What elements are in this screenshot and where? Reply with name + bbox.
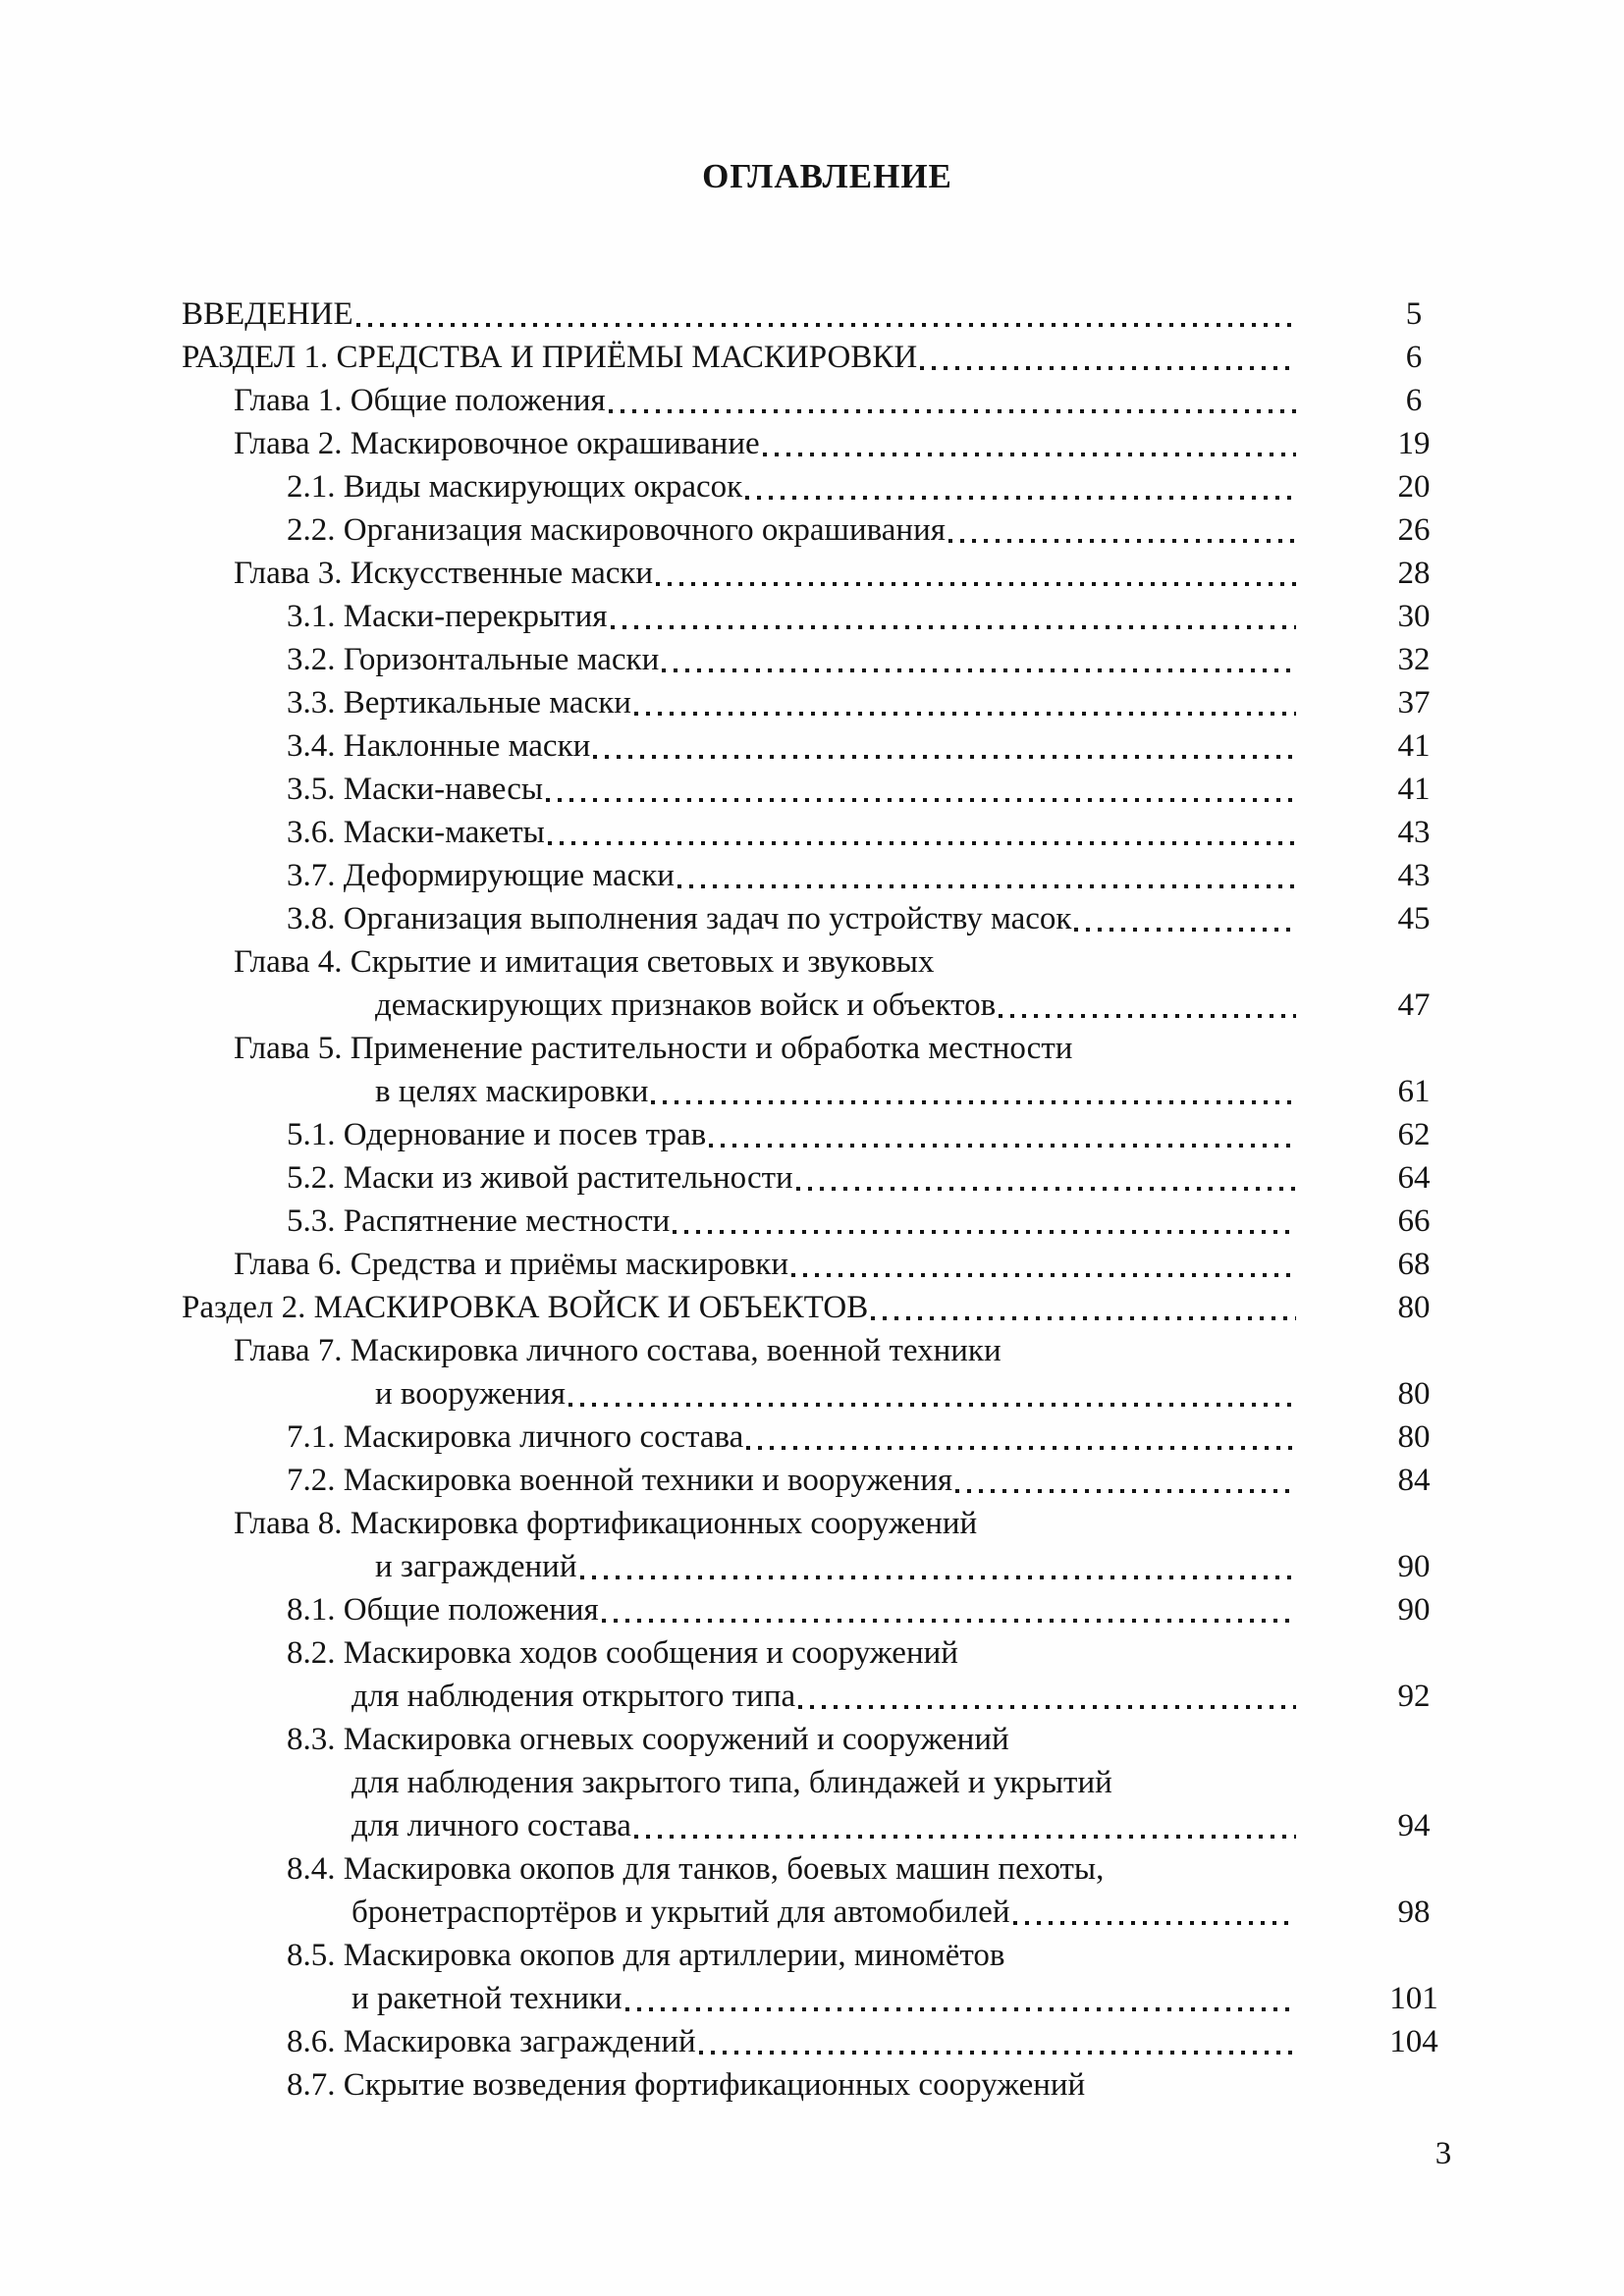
dot-leader — [656, 552, 1296, 595]
toc-entry-page-number: 43 — [1397, 815, 1431, 850]
dot-leader — [955, 1459, 1296, 1502]
toc-entry-page-number: 45 — [1397, 901, 1431, 936]
toc-entry-page-number: 64 — [1397, 1160, 1431, 1196]
toc-entry — [182, 1545, 1473, 1588]
page-title: ОГЛАВЛЕНИЕ — [702, 157, 952, 195]
dot-leader — [1115, 1761, 1296, 1804]
toc-entry-text: 3.1. Маски-перекрытия — [287, 599, 608, 634]
dot-leader — [1004, 1329, 1296, 1372]
dot-leader — [763, 422, 1296, 465]
dot-leader — [1075, 1027, 1296, 1070]
toc-entry — [182, 940, 1473, 984]
toc-entry-text: 3.8. Организация выполнения задач по устройству масок — [287, 901, 1072, 936]
toc-entry — [182, 1891, 1473, 1934]
toc-entry — [182, 1675, 1473, 1718]
toc-entry — [182, 1502, 1473, 1545]
dot-leader — [796, 1156, 1296, 1200]
dot-leader — [580, 1545, 1297, 1588]
toc-entry-page-number: 43 — [1397, 858, 1431, 893]
toc-entry-page-number: 6 — [1405, 340, 1423, 375]
toc-entry-text: бронетраспортёров и укрытий для автомобилей — [352, 1895, 1010, 1930]
dot-leader — [745, 465, 1296, 508]
toc-entry-text: и вооружения — [375, 1376, 566, 1412]
toc-entry-page-number: 47 — [1397, 988, 1431, 1023]
toc-entry-page-number: 84 — [1397, 1463, 1431, 1498]
dot-leader — [568, 1372, 1296, 1415]
toc-entry-text: 8.1. Общие положения — [287, 1592, 599, 1628]
toc-entry — [182, 422, 1473, 465]
toc-entry — [182, 1804, 1473, 1847]
toc-entry-page-number: 41 — [1397, 728, 1431, 764]
toc-entry — [182, 1156, 1473, 1200]
dot-leader — [609, 379, 1296, 422]
dot-leader — [1074, 897, 1296, 940]
toc-entry-text: 8.2. Маскировка ходов сообщения и сооружений — [287, 1635, 958, 1671]
dot-leader — [602, 1588, 1296, 1631]
toc-entry-text: и заграждений — [375, 1549, 577, 1584]
dot-leader — [651, 1070, 1296, 1113]
toc-entry-page-number: 5 — [1405, 296, 1423, 332]
toc-entry-text: 5.2. Маски из живой растительности — [287, 1160, 793, 1196]
dot-leader — [548, 811, 1296, 854]
toc-entry-text: 8.6. Маскировка заграждений — [287, 2024, 696, 2059]
dot-leader — [634, 1804, 1296, 1847]
dot-leader — [871, 1286, 1296, 1329]
toc-entry — [182, 854, 1473, 897]
dot-leader — [961, 1631, 1296, 1675]
toc-entry — [182, 293, 1473, 336]
toc-entry-page-number — [1355, 1502, 1473, 1545]
toc-entry — [182, 1372, 1473, 1415]
toc-entry-page-number: 80 — [1397, 1290, 1431, 1325]
toc-entry-text: Глава 1. Общие положения — [234, 383, 606, 418]
toc-entry-page-number: 101 — [1389, 1981, 1438, 2016]
toc-entry-text: 3.3. Вертикальные маски — [287, 685, 631, 721]
toc-entry-text: и ракетной техники — [352, 1981, 623, 2016]
toc-entry-page-number: 104 — [1389, 2024, 1438, 2059]
toc-entry — [182, 1977, 1473, 2020]
toc-entry-text: 3.4. Наклонные маски — [287, 728, 591, 764]
dot-leader — [999, 984, 1296, 1027]
toc-entry — [182, 811, 1473, 854]
toc-entry — [182, 2020, 1473, 2063]
toc-entry — [182, 379, 1473, 422]
dot-leader — [546, 768, 1296, 811]
toc-entry — [182, 2063, 1473, 2107]
toc-entry-page-number: 80 — [1397, 1419, 1431, 1455]
toc-entry-page-number — [1355, 1718, 1473, 1761]
toc-entry — [182, 1286, 1473, 1329]
toc-entry-page-number: 98 — [1397, 1895, 1431, 1930]
toc-entry — [182, 1934, 1473, 1977]
toc-entry-text: 3.5. Маски-навесы — [287, 772, 544, 807]
dot-leader — [791, 1243, 1296, 1286]
toc-entry — [182, 1459, 1473, 1502]
toc-entry — [182, 465, 1473, 508]
toc-entry-page-number: 92 — [1397, 1679, 1431, 1714]
toc-entry-page-number — [1355, 2063, 1473, 2107]
toc-entry-text: Глава 2. Маскировочное окрашивание — [234, 426, 760, 461]
toc-entry-text: 3.6. Маски-макеты — [287, 815, 545, 850]
dot-leader — [611, 595, 1297, 638]
toc-entry-text: для наблюдения закрытого типа, блиндажей и укрытий — [352, 1765, 1112, 1800]
toc-entry-text: 5.1. Одернование и посев трав — [287, 1117, 707, 1152]
toc-entry — [182, 1761, 1473, 1804]
toc-entry-page-number: 32 — [1397, 642, 1431, 677]
dot-leader — [798, 1675, 1296, 1718]
toc-entry — [182, 768, 1473, 811]
toc-entry-text: Глава 6. Средства и приёмы маскировки — [234, 1247, 788, 1282]
toc-entry-page-number: 62 — [1397, 1117, 1431, 1152]
toc-entry-text: 8.5. Маскировка окопов для артиллерии, миномётов — [287, 1938, 1005, 1973]
toc-entry-text: Глава 8. Маскировка фортификационных сооружений — [234, 1506, 978, 1541]
dot-leader — [1008, 1934, 1297, 1977]
toc-entry-page-number: 41 — [1397, 772, 1431, 807]
toc-entry-page-number: 68 — [1397, 1247, 1431, 1282]
dot-leader — [593, 724, 1296, 768]
toc-entry — [182, 552, 1473, 595]
toc-entry-page-number: 20 — [1397, 469, 1431, 505]
toc-list — [182, 293, 1473, 2107]
toc-entry-text: 7.1. Маскировка личного состава — [287, 1419, 744, 1455]
toc-entry — [182, 638, 1473, 681]
toc-entry-page-number — [1355, 1761, 1473, 1804]
toc-entry — [182, 508, 1473, 552]
toc-entry — [182, 1243, 1473, 1286]
dot-leader — [948, 508, 1296, 552]
toc-entry-text: для личного состава — [352, 1808, 631, 1843]
toc-entry — [182, 336, 1473, 379]
toc-entry — [182, 595, 1473, 638]
dot-leader — [937, 940, 1296, 984]
toc-entry-text: для наблюдения открытого типа — [352, 1679, 796, 1714]
toc-entry-text: демаскирующих признаков войск и объектов — [375, 988, 997, 1023]
toc-entry-text: в целях маскировки — [375, 1074, 649, 1109]
toc-entry — [182, 1847, 1473, 1891]
dot-leader — [625, 1977, 1296, 2020]
toc-entry-page-number: 19 — [1397, 426, 1431, 461]
dot-leader — [634, 681, 1296, 724]
toc-entry — [182, 1718, 1473, 1761]
toc-entry-text: 2.1. Виды маскирующих окрасок — [287, 469, 743, 505]
toc-entry-text: Глава 4. Скрытие и имитация световых и звуковых — [234, 944, 935, 980]
toc-entry — [182, 681, 1473, 724]
toc-entry-page-number: 6 — [1405, 383, 1423, 418]
dot-leader — [746, 1415, 1296, 1459]
toc-entry-page-number — [1355, 1329, 1473, 1372]
toc-entry — [182, 897, 1473, 940]
toc-entry-text: 7.2. Маскировка военной техники и вооружения — [287, 1463, 953, 1498]
dot-leader — [673, 1200, 1296, 1243]
toc-entry-page-number: 90 — [1397, 1592, 1431, 1628]
toc-entry — [182, 1113, 1473, 1156]
dot-leader — [709, 1113, 1296, 1156]
toc-entry-text: 8.3. Маскировка огневых сооружений и сооружений — [287, 1722, 1009, 1757]
toc-entry-page-number: 80 — [1397, 1376, 1431, 1412]
toc-entry-text: РАЗДЕЛ 1. СРЕДСТВА И ПРИЁМЫ МАСКИРОВКИ — [182, 340, 918, 375]
dot-leader — [1088, 2063, 1296, 2107]
toc-entry-text: Глава 5. Применение растительности и обработка местности — [234, 1031, 1073, 1066]
dot-leader — [662, 638, 1296, 681]
toc-entry-page-number — [1355, 1027, 1473, 1070]
toc-entry-page-number: 66 — [1397, 1203, 1431, 1239]
toc-entry-text: 3.2. Горизонтальные маски — [287, 642, 660, 677]
toc-entry-page-number: 30 — [1397, 599, 1431, 634]
dot-leader — [1012, 1718, 1296, 1761]
toc-entry — [182, 1631, 1473, 1675]
toc-entry-page-number: 94 — [1397, 1808, 1431, 1843]
toc-entry-text: ВВЕДЕНИЕ — [182, 296, 353, 332]
toc-entry-text: 5.3. Распятнение местности — [287, 1203, 671, 1239]
toc-entry-text: Глава 7. Маскировка личного состава, военной техники — [234, 1333, 1001, 1368]
dot-leader — [699, 2020, 1296, 2063]
footer-page-number: 3 — [1435, 2136, 1452, 2171]
toc-entry-page-number — [1355, 1847, 1473, 1891]
toc-entry-page-number: 37 — [1397, 685, 1431, 721]
toc-entry-text: 3.7. Деформирующие маски — [287, 858, 675, 893]
dot-leader — [980, 1502, 1296, 1545]
toc-entry — [182, 1329, 1473, 1372]
toc-entry-page-number — [1355, 1631, 1473, 1675]
toc-entry-page-number: 26 — [1397, 512, 1431, 548]
toc-entry-text: Раздел 2. МАСКИРОВКА ВОЙСК И ОБЪЕКТОВ — [182, 1290, 869, 1325]
toc-entry-text: 8.7. Скрытие возведения фортификационных сооружений — [287, 2067, 1086, 2103]
toc-entry-page-number: 90 — [1397, 1549, 1431, 1584]
dot-leader — [356, 293, 1296, 336]
toc-entry-page-number — [1355, 940, 1473, 984]
toc-entry-page-number: 61 — [1397, 1074, 1431, 1109]
toc-entry — [182, 1200, 1473, 1243]
dot-leader — [920, 336, 1296, 379]
dot-leader — [1013, 1891, 1296, 1934]
toc-entry-text: Глава 3. Искусственные маски — [234, 556, 654, 591]
toc-entry — [182, 1070, 1473, 1113]
dot-leader — [677, 854, 1296, 897]
toc-entry — [182, 1415, 1473, 1459]
toc-entry-text: 8.4. Маскировка окопов для танков, боевых машин пехоты, — [287, 1851, 1105, 1887]
dot-leader — [1107, 1847, 1296, 1891]
toc-entry — [182, 984, 1473, 1027]
toc-entry — [182, 1027, 1473, 1070]
toc-entry — [182, 1588, 1473, 1631]
toc-entry-page-number — [1355, 1934, 1473, 1977]
toc-entry — [182, 724, 1473, 768]
toc-entry-text: 2.2. Организация маскировочного окрашивания — [287, 512, 946, 548]
toc-entry-page-number: 28 — [1397, 556, 1431, 591]
